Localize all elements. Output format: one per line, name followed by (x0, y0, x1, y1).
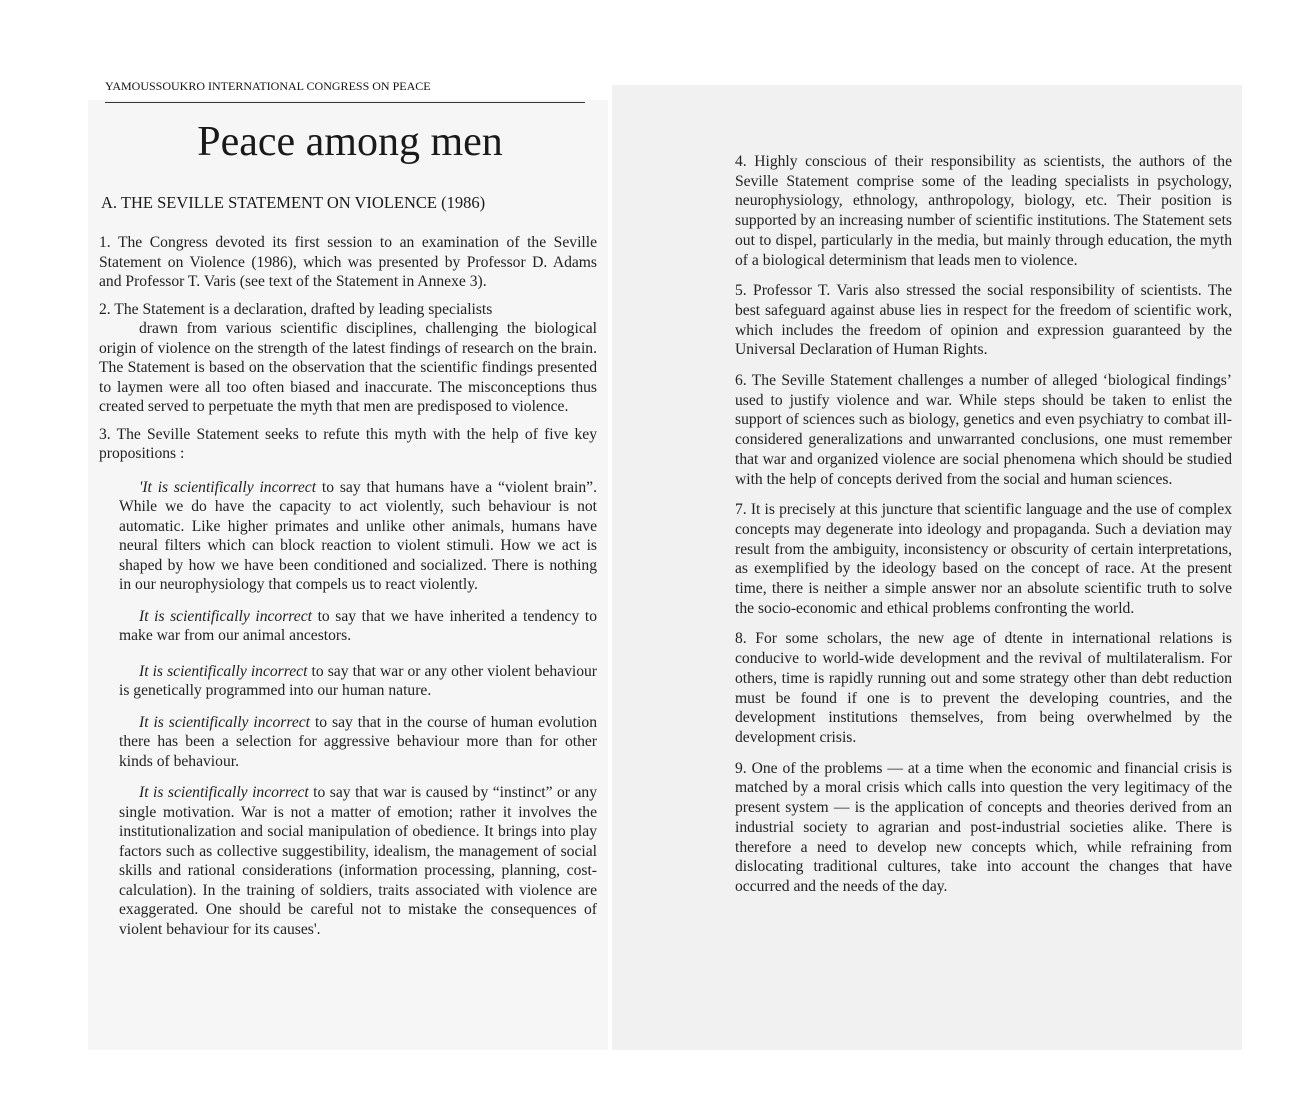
proposition-3-lead: It is scientifically incorrect (139, 662, 308, 680)
paragraph-8: 8. For some scholars, the new age of dtente in international relations is conducive to world-wide development and the revival of multilateralism. For others, time is rapidly running out and some strategy other than debt reduction must be found if one is to prevent the developing countries, and the development institutions themselves, from being overwhelmed by the development crisis. (735, 630, 1232, 746)
proposition-4-text: to say that in the course of human evolution there has been a selection for aggressive behaviour more than for other kinds of behaviour. (119, 713, 597, 770)
paragraph-5: 5. Professor T. Varis also stressed the social responsibility of scientists. The best safeguard against abuse lies in respect for the freedom of scientific work, which includes the freedom of opinion and expression guaranteed by the Universal Declaration of Human Rights. (735, 282, 1232, 359)
proposition-4-lead: It is scientifically incorrect (139, 713, 311, 731)
paragraph-2 (99, 300, 597, 417)
proposition-1 (99, 478, 597, 595)
paragraph-2-first-line: 2. The Statement is a declaration, drafted by leading specialists (99, 300, 493, 318)
paragraph-2-continuation: drawn from various scientific disciplines, challenging the biological origin of violence on the strength of the latest findings of research on the brain. The Statement is based on the observation that the scientific findings presented to laymen were all too often biased and inaccurate. The misconceptions thus created served to perpetuate the myth that men are predisposed to violence. (99, 320, 597, 415)
page-title: Peace among men (197, 119, 503, 165)
proposition-2-lead: It is scientifically incorrect (139, 607, 312, 625)
proposition-5-text: to say that war is caused by “instinct” or any single motivation. War is not a matter of emotion; rather it involves the institutionalization and social manipulation of obedience. It brings into play factors such as collective suggestibility, idealism, the management of social skills and rational considerations (information processing, planning, cost-calculation). In the training of soldiers, traits associated with violence are exaggerated. One should be careful not to mistake the consequences of violent behaviour for its causes'. (119, 784, 597, 938)
section-heading: A. THE SEVILLE STATEMENT ON VIOLENCE (1986) (101, 193, 486, 212)
proposition-3-text: to say that war or any other violent behaviour is genetically programmed into our human nature. (119, 662, 597, 699)
proposition-5 (99, 783, 597, 939)
proposition-5-lead: It is scientifically incorrect (139, 784, 309, 801)
left-column (99, 233, 597, 951)
paragraph-4: 4. Highly conscious of their responsibility as scientists, the authors of the Seville Statement comprise some of the leading specialists in psychology, neurophysiology, ethnology, anthropology, biology, etc. Their position is supported by an increasing number of scientific institutions. The Statement sets out to dispel, particularly in the media, but mainly through education, the myth of a biological determinism that leads men to violence. (735, 153, 1232, 269)
proposition-1-lead: 'It is scientifically incorrect (139, 478, 317, 496)
right-column (735, 152, 1232, 908)
paragraph-3: 3. The Seville Statement seeks to refute this myth with the help of five key propositions : (99, 425, 597, 462)
proposition-4 (99, 713, 597, 772)
proposition-2 (99, 607, 597, 646)
running-head: YAMOUSSOUKRO INTERNATIONAL CONGRESS ON PEACE (105, 79, 431, 93)
paragraph-6: 6. The Seville Statement challenges a number of alleged ‘biological findings’ used to justify violence and war. While steps should be taken to enlist the support of sciences such as biology, genetics and even psychiatry to combat ill-considered generalizations and unwarranted conclusions, one must remember that war and organized violence are social phenomena which should be studied with the help of concepts derived from the social and human sciences. (735, 372, 1232, 488)
paragraph-9: 9. One of the problems — at a time when the economic and financial crisis is matched by a moral crisis which calls into question the very legitimacy of the present system — is the application of concepts and theories derived from an industrial society to agrarian and post-industrial societies alike. There is therefore a need to develop new concepts which, while refraining from dislocating traditional cultures, take into account the changes that have occurred and the needs of the day. (735, 759, 1232, 895)
proposition-1-text: to say that humans have a “violent brain”. While we do have the capacity to act violently, such behaviour is not automatic. Like higher primates and unlike other animals, humans have neural filters which can block reaction to violent stimuli. How we act is shaped by how we have been conditioned and socialized. There is nothing in our neurophysiology that compels us to react violently. (119, 478, 597, 593)
proposition-2-text: to say that we have inherited a tendency to make war from our animal ancestors. (119, 607, 597, 644)
paragraph-7: 7. It is precisely at this juncture that scientific language and the use of complex concepts may degenerate into ideology and propaganda. Such a deviation may result from the ambiguity, inconsistency or obscurity of certain interpretations, as exemplified by the ideology based on the concept of race. At the present time, there is neither a simple answer nor an absolute scientific truth to solve the socio-economic and ethical problems confronting the world. (735, 501, 1232, 617)
header-rule (105, 102, 585, 103)
proposition-3 (99, 662, 597, 701)
paragraph-1: 1. The Congress devoted its first session to an examination of the Seville Statement on Violence (1986), which was presented by Professor D. Adams and Professor T. Varis (see text of the Statement in Annexe 3). (99, 234, 597, 290)
